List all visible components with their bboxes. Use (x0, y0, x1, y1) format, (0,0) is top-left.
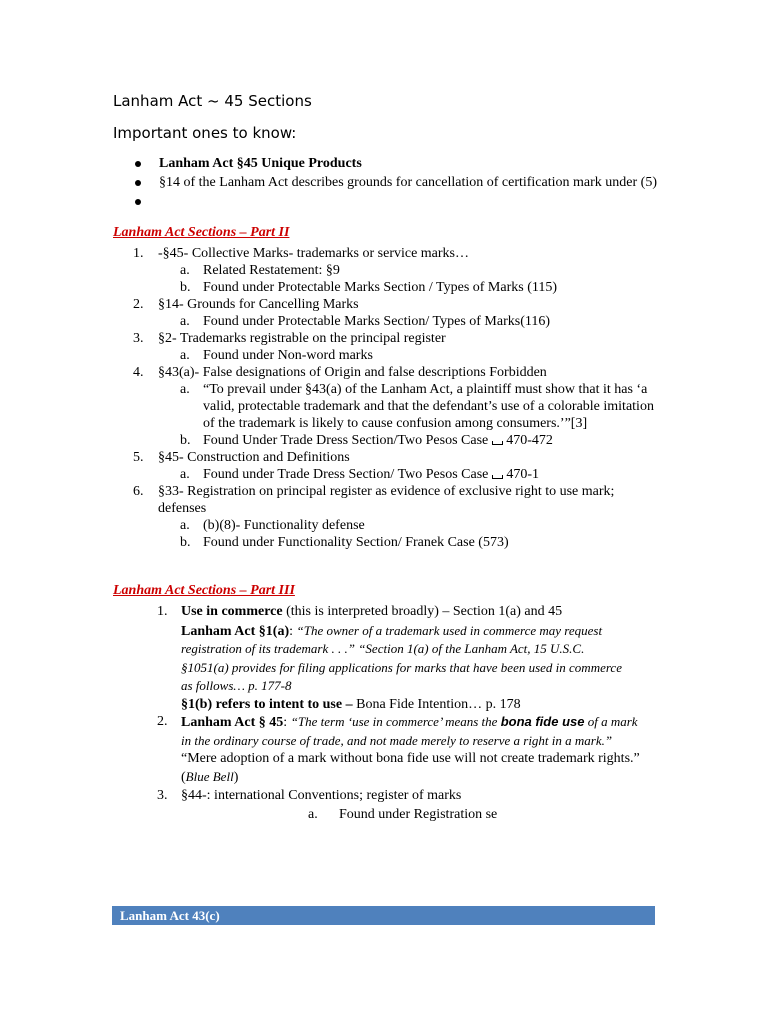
quote-text: in the ordinary course of trade, and not made merely to reserve a right in a mark.” (181, 732, 613, 748)
list-item (113, 330, 673, 347)
item-number: 3. (157, 788, 168, 803)
item-letter: b. (180, 280, 191, 295)
intent-label: §1(b) refers to intent to use – (181, 696, 353, 712)
part2-outline (113, 245, 673, 551)
item-text: §33- Registration on principal register as evidence of exclusive right to use mark; (158, 484, 615, 499)
missing-glyph-icon (492, 441, 503, 445)
item-number: 5. (133, 450, 144, 465)
item-text: Found under Protectable Marks Section / Types of Marks (115) (203, 280, 558, 295)
quote-text: “The owner of a trademark used in commerce may request (296, 622, 603, 638)
case-name: Blue Bell (185, 768, 234, 784)
sub-item (113, 279, 673, 296)
item-letter: b. (180, 433, 191, 448)
sub-item-continuation: of the trademark is likely to cause confusion among consumers.’”[3] (203, 416, 588, 431)
list-item (113, 364, 673, 381)
part3-outline (113, 603, 673, 823)
item-label: Use in commerce (181, 604, 283, 619)
sub-item (113, 262, 673, 279)
page-subtitle: Important ones to know: (113, 124, 297, 142)
item-number: 1. (157, 604, 168, 619)
intent-text: Bona Fide Intention… p. 178 (352, 696, 521, 712)
sub-item (113, 534, 673, 551)
intent-to-use-note (113, 696, 673, 714)
quote-text: of a mark (584, 714, 638, 729)
sub-item (113, 313, 673, 330)
item-text: Found Under Trade Dress Section/Two Pesos Case (203, 433, 489, 448)
item-text: -§45- Collective Marks- trademarks or service marks… (158, 246, 470, 261)
item-letter: a. (180, 314, 190, 329)
quote-text: §1051(a) provides for filing applications for marks that have been used in commerce (181, 659, 622, 675)
list-item (113, 787, 673, 805)
sub-item (113, 466, 673, 483)
item-text: §2- Trademarks registrable on the principal register (158, 331, 446, 346)
bullet-text: Lanham Act §45 Unique Products (159, 156, 362, 171)
bullet-dot-icon (135, 180, 141, 186)
item-letter: a. (180, 518, 190, 533)
statute-quote (113, 622, 673, 696)
list-item (113, 449, 673, 466)
item-text: Related Restatement: §9 (203, 263, 340, 278)
bullet-dot-icon (135, 199, 141, 205)
item-text: Found under Non-word marks (203, 348, 373, 363)
item-text: (this is interpreted broadly) – Section 1(a) and 45 (282, 604, 563, 619)
list-item (113, 603, 673, 621)
statute-label: Lanham Act §1(a) (181, 623, 290, 639)
item-text: §45- Construction and Definitions (158, 450, 350, 465)
list-item (113, 483, 673, 500)
item-text: §14- Grounds for Cancelling Marks (158, 297, 359, 312)
sub-item (113, 381, 673, 398)
list-item (113, 713, 673, 786)
item-number: 4. (133, 365, 144, 380)
bullet-item (113, 192, 733, 211)
quote-text: as follows… p. 177-8 (181, 678, 292, 693)
item-text: §44-: international Conventions; register of marks (181, 788, 462, 803)
bullet-list (113, 154, 733, 211)
list-item (113, 296, 673, 313)
paren: ) (233, 769, 239, 785)
quote-text: “The term ‘use in commerce’ means the (290, 714, 501, 729)
bullet-item (113, 173, 733, 192)
page-title: Lanham Act ~ 45 Sections (113, 92, 312, 110)
sub-item (113, 806, 673, 824)
item-number: 1. (133, 246, 144, 261)
item-text: Found under Protectable Marks Section/ Types of Marks(116) (203, 314, 551, 329)
bullet-dot-icon (135, 161, 141, 167)
item-letter: a. (180, 467, 190, 482)
part3-heading: Lanham Act Sections – Part III (113, 583, 295, 598)
item-letter: a. (180, 263, 190, 278)
bullet-item (113, 154, 733, 173)
item-number: 2. (157, 714, 168, 729)
item-text: Found under Trade Dress Section/ Two Pesos Case (203, 467, 489, 482)
part2-heading: Lanham Act Sections – Part II (113, 225, 290, 240)
item-text: Found under Registration se (339, 806, 498, 822)
page-range: 470-472 (506, 433, 553, 448)
item-number: 3. (133, 331, 144, 346)
list-item-continuation: defenses (158, 501, 207, 516)
sub-item (113, 517, 673, 534)
quote-plain: “Mere adoption of a mark without bona fide use will not create trademark rights.” (181, 751, 640, 766)
item-text: “To prevail under §43(a) of the Lanham Act, a plaintiff must show that it has ‘a (203, 382, 648, 397)
sub-item (113, 432, 673, 449)
item-number: 6. (133, 484, 144, 499)
sub-item (113, 347, 673, 364)
section-header-bar: Lanham Act 43(c) (112, 906, 655, 925)
paren: ( (181, 769, 186, 785)
label-colon: : (283, 715, 291, 730)
item-letter: a. (180, 348, 190, 363)
bullet-text: §14 of the Lanham Act describes grounds for cancellation of certification mark under (5) (159, 175, 657, 190)
item-letter: b. (180, 535, 191, 550)
page-range: 470-1 (506, 467, 540, 482)
item-text: Found under Functionality Section/ Franek Case (573) (203, 535, 509, 550)
label-colon: : (289, 623, 297, 639)
list-item (113, 245, 673, 262)
sub-item-continuation: valid, protectable trademark and that the defendant’s use of a colorable imitation (203, 399, 654, 414)
item-text: §43(a)- False designations of Origin and false descriptions Forbidden (158, 365, 547, 380)
statute-label: Lanham Act § 45 (181, 715, 284, 730)
item-text: (b)(8)- Functionality defense (203, 518, 365, 533)
item-letter: a. (308, 806, 318, 822)
quote-text: registration of its trademark . . .” “Section 1(a) of the Lanham Act, 15 U.S.C. (181, 641, 585, 656)
bona-fide-use-emphasis: bona fide use (500, 714, 585, 729)
item-number: 2. (133, 297, 144, 312)
missing-glyph-icon (492, 475, 503, 479)
item-letter: a. (180, 382, 190, 397)
